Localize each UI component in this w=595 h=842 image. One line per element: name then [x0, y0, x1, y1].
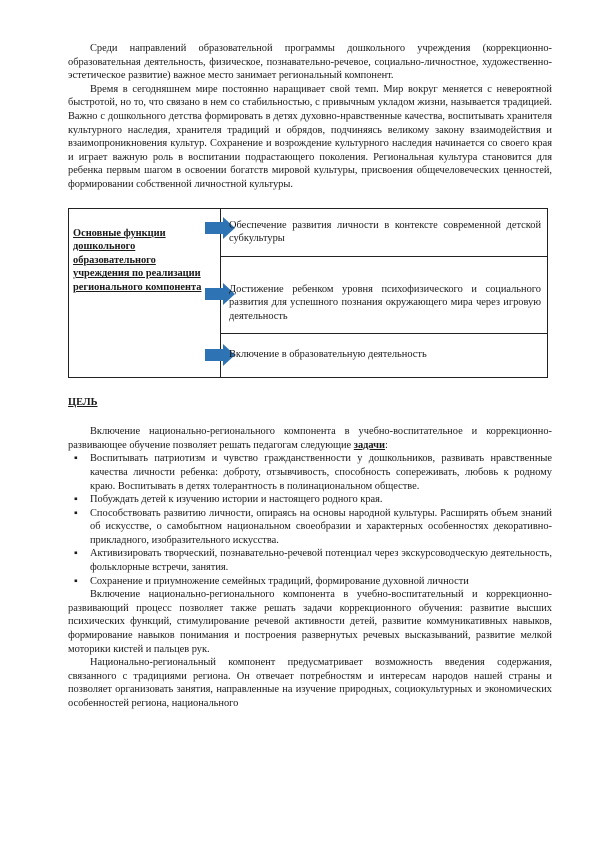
diagram-function-text: Включение в образовательную деятельность: [229, 348, 427, 360]
diagram-function-text: Обеспечение развития личности в контексте современной детской субкультуры: [229, 219, 541, 245]
outro-paragraph-2: Национально-региональный компонент предусматривает возможность введения содержания, связанного с традициями региона. Он отвечает потребностям и интересам народов нашей страны и позволяет организовать занятия, направленные на изучение природных, социокультурных и экономических особенностей региона, национального: [68, 657, 552, 709]
list-item-text: Воспитывать патриотизм и чувство гражданственности у дошкольников, развивать нравственные качества личности ребенка: доброту, отзывчивость, способность сопереживать, любовь к родному краю. Воспитывать в детях толерантность в полинациональном обществе.: [90, 453, 552, 492]
list-item: [74, 575, 552, 589]
diagram-right-column: [221, 209, 547, 377]
bullet-icon: ▪: [74, 548, 78, 560]
bullet-icon: ▪: [74, 507, 78, 519]
tasks-intro-colon: :: [385, 439, 388, 451]
document-page: [68, 42, 552, 711]
functions-diagram: [68, 208, 548, 378]
diagram-function-text: Достижение ребенком уровня психофизического и социального развития для успешного познания окружающего мира через игровую деятельность: [229, 283, 541, 322]
bullet-icon: ▪: [74, 575, 78, 587]
list-item: [74, 452, 552, 493]
list-item-text: Активизировать творческий, познавательно-речевой потенциал через экскурсоводческую деятельность, фольклорные встречи, занятия.: [90, 548, 552, 574]
diagram-left-title: Основные функции дошкольного образовательного учреждения по реализации регионального компонента: [73, 227, 202, 293]
list-item: [74, 507, 552, 548]
goal-heading: ЦЕЛЬ: [68, 396, 98, 408]
diagram-function-row: [221, 209, 547, 257]
intro-paragraph-2: Время в сегодняшнем мире постоянно наращивает свой темп. Мир вокруг меняется с невероятной быстротой, но то, что связано в нем со стабильностью, с привычным укладом жизни, называется традицией. Важно с дошкольного детства формировать в детях духовно-нравственные качества, воспитывать хранителя культурного наследия, хранителя традиций и обрядов, подчиняясь великому закону взаимодействия и взаимопроникновения культур. Сохранение и возрождение культурного наследия начинается со своего края и играет важную роль в воспитании подрастающего поколения. Региональная культура становится для ребенка первым шагом в освоении богатств мировой культуры, присвоения общечеловеческих ценностей, формировании собственной личностной культуры.: [68, 83, 552, 190]
tasks-word: задачи: [353, 439, 386, 451]
tasks-intro: [68, 425, 552, 452]
list-item-text: Способствовать развитию личности, опираясь на основы народной культуры. Расширять объем знаний об искусстве, о самобытном национальном своеобразии и характерных особенностях декоративно-прикладного, изобразительного искусства.: [90, 507, 552, 546]
bullet-icon: ▪: [74, 453, 78, 465]
outro-paragraph-1: Включение национально-регионального компонента в учебно-воспитательный и коррекционно-развивающий процесс позволяет также решать задачи коррекционного обучения: развитие высших психических функций, стимулирование речевой активности детей, развитие коммуникативных навыков, формирование навыков понимания и построения развернутых речевых высказываний, развитие мелкой моторики кистей и пальцев рук.: [68, 589, 552, 655]
list-item: [74, 493, 552, 507]
bullet-icon: ▪: [74, 494, 78, 506]
diagram-function-row: [221, 257, 547, 334]
list-item: [74, 547, 552, 574]
list-item-text: Побуждать детей к изучению истории и настоящего родного края.: [90, 494, 383, 506]
intro-paragraph-1: Среди направлений образовательной программы дошкольного учреждения (коррекционно-образовательная деятельность, физическое, познавательно-речевое, социально-личностное, художественно-эстетическое развитие) важное место занимает региональный компонент.: [68, 43, 552, 82]
diagram-function-row: [221, 334, 547, 378]
tasks-intro-text: Включение национально-регионального компонента в учебно-воспитательное и коррекционно-развивающее обучение позволяет решать педагогам следующие: [68, 426, 552, 451]
diagram-left-cell: [69, 209, 221, 377]
tasks-list: [68, 452, 552, 588]
list-item-text: Сохранение и приумножение семейных традиций, формирование духовной личности: [90, 575, 469, 587]
